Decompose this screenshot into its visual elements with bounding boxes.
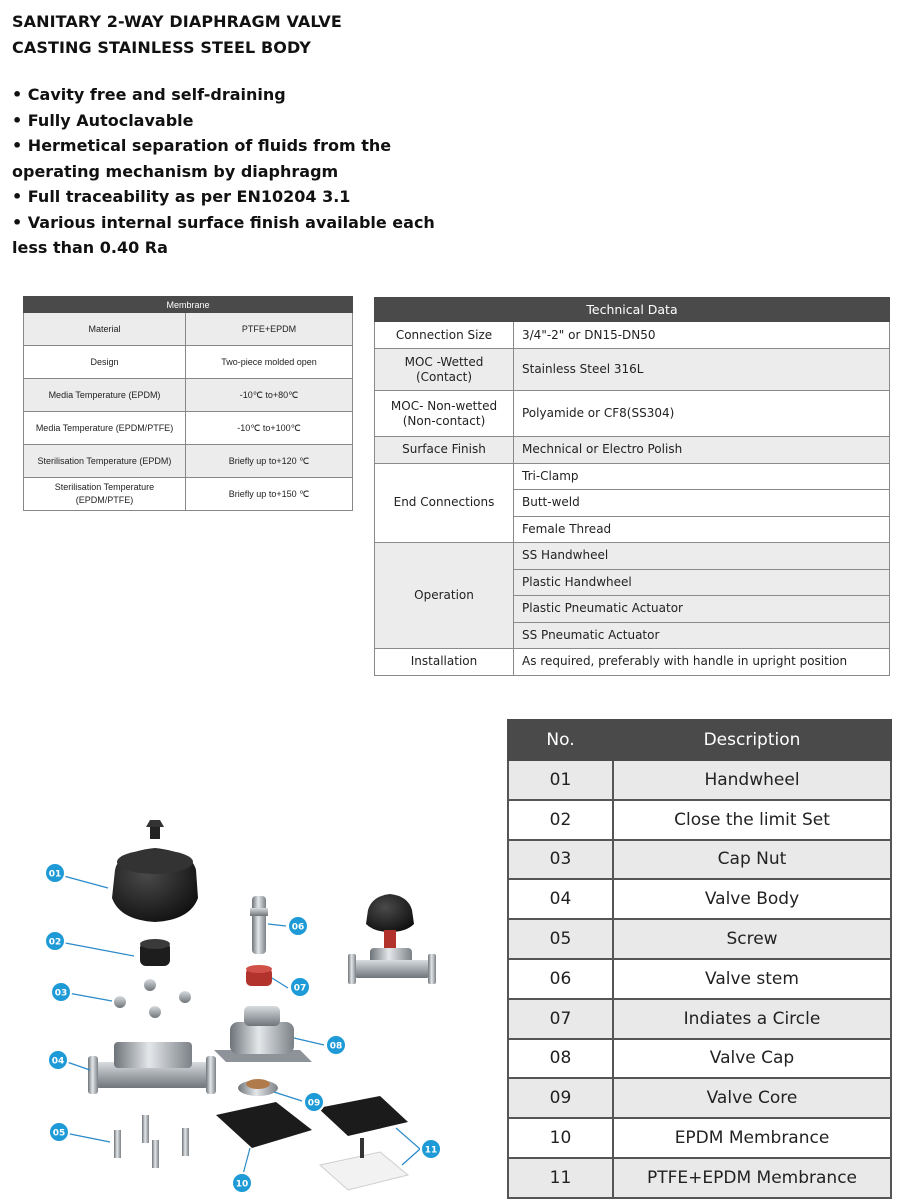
part-number: 08 <box>508 1039 613 1079</box>
column-header-no: No. <box>508 720 613 760</box>
part-badge-09 <box>304 1092 324 1112</box>
part-number: 06 <box>508 959 613 999</box>
feature-list <box>12 82 462 261</box>
technical-table-title: Technical Data <box>375 298 890 322</box>
part-number: 02 <box>508 800 613 840</box>
part-number: 04 <box>508 879 613 919</box>
assembled-valve-image <box>348 894 436 984</box>
badge-label: 07 <box>293 983 307 994</box>
row-label: MOC- Non-wetted (Non-contact) <box>375 391 514 437</box>
feature-item: • Hermetical separation of fluids from the operating mechanism by diaphragm <box>12 136 392 181</box>
part-number: 07 <box>508 999 613 1039</box>
heading-line-2: CASTING STAINLESS STEEL BODY <box>12 38 311 57</box>
part-badge-10 <box>232 1173 252 1193</box>
table-row <box>375 543 890 570</box>
cap-nut-part <box>114 979 191 1018</box>
row-value: Female Thread <box>514 516 890 543</box>
part-badge-05 <box>49 1122 69 1142</box>
badge-label: 03 <box>54 988 68 999</box>
table-row <box>508 1039 891 1079</box>
part-number: 03 <box>508 840 613 880</box>
part-number: 10 <box>508 1118 613 1158</box>
technical-data-table <box>374 297 890 676</box>
feature-item: • Fully Autoclavable <box>12 110 194 130</box>
row-value: As required, preferably with handle in upright position <box>514 649 890 676</box>
table-row <box>375 391 890 437</box>
row-value: -10℃ to+80℃ <box>186 379 353 412</box>
row-value: Two-piece molded open <box>186 346 353 379</box>
ring-part <box>246 965 272 986</box>
membrane-table-title: Membrane <box>24 297 353 313</box>
table-row <box>375 437 890 464</box>
row-value: Briefly up to+150 ℃ <box>186 478 353 511</box>
row-value: 3/4"-2" or DN15-DN50 <box>514 322 890 349</box>
part-description: Handwheel <box>613 760 891 800</box>
screw-part <box>114 1115 189 1168</box>
limit-set-part <box>140 939 170 966</box>
epdm-membrane-part <box>216 1102 312 1148</box>
part-description: Screw <box>613 919 891 959</box>
row-value: Briefly up to+120 ℃ <box>186 445 353 478</box>
table-row <box>375 649 890 676</box>
part-badge-01 <box>45 863 65 883</box>
part-description: Close the limit Set <box>613 800 891 840</box>
table-row <box>24 379 353 412</box>
badge-label: 11 <box>424 1145 438 1156</box>
row-value: Plastic Pneumatic Actuator <box>514 596 890 623</box>
row-value: Mechnical or Electro Polish <box>514 437 890 464</box>
row-value: Tri-Clamp <box>514 463 890 490</box>
row-label: Material <box>24 313 186 346</box>
valve-body-part <box>88 1042 216 1094</box>
badge-label: 01 <box>48 869 62 880</box>
parts-list-table <box>507 719 892 1199</box>
row-value: Butt-weld <box>514 490 890 517</box>
table-row <box>508 760 891 800</box>
top-screw-part <box>146 820 164 839</box>
valve-core-part <box>238 1079 278 1096</box>
badge-label: 06 <box>291 922 305 933</box>
table-row <box>508 1078 891 1118</box>
feature-item: • Various internal surface finish available each less than 0.40 Ra <box>12 212 435 257</box>
part-description: Indiates a Circle <box>613 999 891 1039</box>
row-value: Polyamide or CF8(SS304) <box>514 391 890 437</box>
part-number: 09 <box>508 1078 613 1118</box>
part-description: Valve Cap <box>613 1039 891 1079</box>
table-row <box>375 463 890 490</box>
part-badge-04 <box>48 1050 68 1070</box>
part-badge-08 <box>326 1035 346 1055</box>
valve-cap-part <box>214 1006 312 1062</box>
badge-label: 04 <box>51 1056 65 1067</box>
ptfe-epdm-membrane-part <box>318 1096 408 1190</box>
row-label: Media Temperature (EPDM/PTFE) <box>24 412 186 445</box>
badge-label: 09 <box>307 1098 321 1109</box>
row-label: Surface Finish <box>375 437 514 464</box>
heading-line-1: SANITARY 2-WAY DIAPHRAGM VALVE <box>12 12 342 31</box>
table-row <box>508 919 891 959</box>
row-label: End Connections <box>375 463 514 543</box>
table-row <box>375 349 890 391</box>
exploded-valve-diagram <box>30 810 470 1195</box>
badge-label: 05 <box>52 1128 66 1139</box>
row-label: Design <box>24 346 186 379</box>
part-description: PTFE+EPDM Membrance <box>613 1158 891 1198</box>
page-heading <box>12 9 342 61</box>
part-badge-07 <box>290 977 310 997</box>
badge-label: 08 <box>329 1041 343 1052</box>
part-description: Valve Body <box>613 879 891 919</box>
table-row <box>508 999 891 1039</box>
part-number: 11 <box>508 1158 613 1198</box>
table-row <box>508 879 891 919</box>
feature-item: • Cavity free and self-draining <box>12 85 286 104</box>
part-number: 05 <box>508 919 613 959</box>
table-row <box>24 412 353 445</box>
part-badge-11 <box>421 1139 441 1159</box>
column-header-description: Description <box>613 720 891 760</box>
table-row <box>508 959 891 999</box>
row-value: -10℃ to+100℃ <box>186 412 353 445</box>
table-row <box>375 322 890 349</box>
part-number: 01 <box>508 760 613 800</box>
handwheel-part <box>112 848 198 922</box>
part-badge-02 <box>45 931 65 951</box>
row-value: Stainless Steel 316L <box>514 349 890 391</box>
table-row <box>24 313 353 346</box>
table-row <box>24 445 353 478</box>
part-badge-03 <box>51 982 71 1002</box>
row-label: Operation <box>375 543 514 649</box>
membrane-table <box>23 296 353 511</box>
part-description: EPDM Membrance <box>613 1118 891 1158</box>
badge-label: 10 <box>235 1179 249 1190</box>
row-label: Connection Size <box>375 322 514 349</box>
table-row <box>24 346 353 379</box>
part-description: Valve stem <box>613 959 891 999</box>
valve-stem-part <box>250 896 268 954</box>
part-badge-06 <box>288 916 308 936</box>
row-label: Sterilisation Temperature (EPDM) <box>24 445 186 478</box>
feature-item: • Full traceability as per EN10204 3.1 <box>12 187 351 206</box>
table-row <box>24 478 353 511</box>
badge-label: 02 <box>48 937 62 948</box>
table-row <box>508 840 891 880</box>
part-description: Valve Core <box>613 1078 891 1118</box>
table-row <box>508 1158 891 1198</box>
row-value: PTFE+EPDM <box>186 313 353 346</box>
row-label: Media Temperature (EPDM) <box>24 379 186 412</box>
row-label: MOC -Wetted (Contact) <box>375 349 514 391</box>
table-row <box>508 800 891 840</box>
row-label: Installation <box>375 649 514 676</box>
table-row <box>508 1118 891 1158</box>
row-value: SS Handwheel <box>514 543 890 570</box>
row-value: Plastic Handwheel <box>514 569 890 596</box>
part-description: Cap Nut <box>613 840 891 880</box>
row-value: SS Pneumatic Actuator <box>514 622 890 649</box>
row-label: Sterilisation Temperature (EPDM/PTFE) <box>24 478 186 511</box>
